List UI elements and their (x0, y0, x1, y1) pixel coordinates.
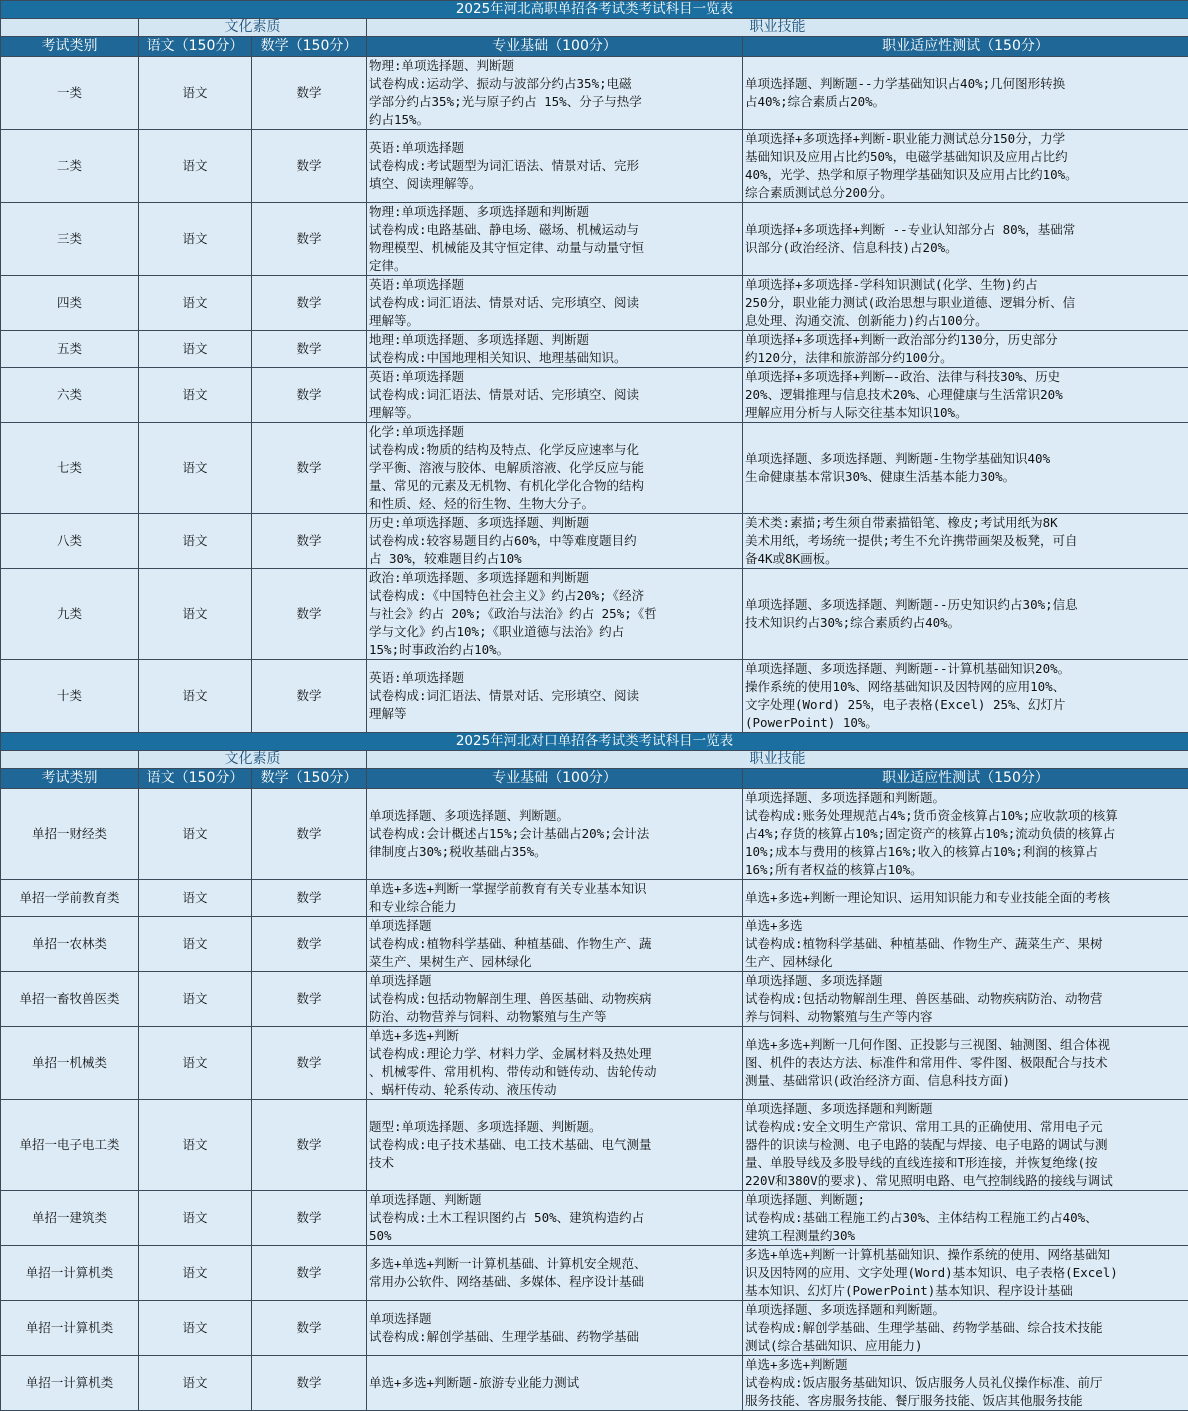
cell-chinese: 语文 (139, 1301, 252, 1356)
table-row (1, 1100, 1188, 1191)
group-header-blank (1, 751, 139, 769)
cell-basic: 单选+多选+判断题-旅游专业能力测试 (367, 1356, 743, 1411)
cell-math: 数学 (252, 368, 367, 423)
column-header-row (1, 37, 1188, 57)
cell-math: 数学 (252, 203, 367, 276)
table-row (1, 1301, 1188, 1356)
cell-aptitude: 单选+多选 试卷构成:植物科学基础、种植基础、作物生产、蔬菜生产、果树 生产、园林绿化 (743, 917, 1188, 972)
cell-math: 数学 (252, 423, 367, 514)
table-row (1, 1246, 1188, 1301)
cell-aptitude: 单项选择+多项选择+判断-职业能力测试总分150分，力学 基础知识及应用占比约50%，电磁学基础知识及应用占比约 40%，光学、热学和原子物理学基础知识及应用占比约10%。 综合素质测试总分200分。 (743, 130, 1188, 203)
cell-aptitude: 单项选择题、多项选择题、判断题-生物学基础知识40% 生命健康基本常识30%、健康生活基本能力30%。 (743, 423, 1188, 514)
cell-aptitude: 单选+多选+判断一理论知识、运用知识能力和专业技能全面的考核 (743, 880, 1188, 917)
table-title-row (1, 733, 1188, 751)
cell-basic: 历史:单项选择题、多项选择题、判断题 试卷构成:较容易题目约占60%，中等难度题目约 占 30%，较难题目约占10% (367, 514, 743, 569)
cell-category: 七类 (1, 423, 139, 514)
cell-math: 数学 (252, 276, 367, 331)
cell-aptitude: 单项选择+多项选择-学科知识测试(化学、生物)约占 250分，职业能力测试(政治思想与职业道德、逻辑分析、信 息处理、沟通交流、创新能力)约占100分。 (743, 276, 1188, 331)
cell-aptitude: 单项选择题、判断题; 试卷构成:基础工程施工约占30%、主体结构工程施工约占40%、 建筑工程测量约30% (743, 1191, 1188, 1246)
cell-category: 六类 (1, 368, 139, 423)
column-header-chinese: 语文（150分） (139, 769, 252, 789)
cell-chinese: 语文 (139, 368, 252, 423)
cell-math: 数学 (252, 880, 367, 917)
column-header-chinese: 语文（150分） (139, 37, 252, 57)
cell-chinese: 语文 (139, 203, 252, 276)
cell-chinese: 语文 (139, 789, 252, 880)
column-header-aptitude: 职业适应性测试（150分） (743, 769, 1188, 789)
cell-category: 单招一计算机类 (1, 1301, 139, 1356)
cell-aptitude: 单项选择题、多项选择题和判断题。 试卷构成:账务处理规范占4%;货币资金核算占10%;应收款项的核算 占4%;存货的核算占10%;固定资产的核算占10%;流动负债的核算占 10%;成本与费用的核算占16%;收入的核算占10%;利润的核算占 16%;所有者权益的核算占10%。 (743, 789, 1188, 880)
cell-math: 数学 (252, 1027, 367, 1100)
cell-aptitude: 单项选择题、多项选择题、判断题--历史知识约占30%;信息 技术知识约占30%;综合素质约占40%。 (743, 569, 1188, 660)
cell-category: 四类 (1, 276, 139, 331)
group-header-skill: 职业技能 (367, 751, 1188, 769)
cell-aptitude: 单项选择+多项选择+判断 --专业认知部分占 80%，基础常 识部分(政治经济、信息科技)占20%。 (743, 203, 1188, 276)
table-body (1, 1, 1188, 1411)
cell-basic: 题型:单项选择题、多项选择题、判断题。 试卷构成:电子技术基础、电工技术基础、电气测量 技术 (367, 1100, 743, 1191)
cell-chinese: 语文 (139, 130, 252, 203)
cell-math: 数学 (252, 1100, 367, 1191)
column-header-basic: 专业基础（100分） (367, 37, 743, 57)
cell-basic: 政治:单项选择题、多项选择题和判断题 试卷构成:《中国特色社会主义》约占20%;《经济 与社会》约占 20%;《政治与法治》约占 25%;《哲 学与文化》约占10%;《职业道德与法治》约占 15%;时事政治约占10%。 (367, 569, 743, 660)
cell-aptitude: 单项选择题、多项选择题和判断题 试卷构成:安全文明生产常识、常用工具的正确使用、常用电子元 器件的识读与检测、电子电路的装配与焊接、电子电路的调试与测 量、单股导线及多股导线的直线连接和T形连接，并恢复绝缘(按 220V和380V的要求)、常见照明电路、电气控制线路的接线与调试 (743, 1100, 1188, 1191)
cell-basic: 单项选择题 试卷构成:包括动物解剖生理、兽医基础、动物疾病 防治、动物营养与饲料、动物繁殖与生产等 (367, 972, 743, 1027)
table-row (1, 423, 1188, 514)
cell-math: 数学 (252, 57, 367, 130)
cell-category: 单招一机械类 (1, 1027, 139, 1100)
cell-basic: 物理:单项选择题、多项选择题和判断题 试卷构成:电路基础、静电场、磁场、机械运动与 物理模型、机械能及其守恒定律、动量与动量守恒 定律。 (367, 203, 743, 276)
table-row (1, 569, 1188, 660)
cell-chinese: 语文 (139, 331, 252, 368)
cell-basic: 单选+多选+判断一掌握学前教育有关专业基本知识 和专业综合能力 (367, 880, 743, 917)
cell-chinese: 语文 (139, 660, 252, 733)
cell-basic: 化学:单项选择题 试卷构成:物质的结构及特点、化学反应速率与化 学平衡、溶液与胶体、电解质溶液、化学反应与能 量、常见的元素及无机物、有机化学化合物的结构 和性质、烃、烃的衍生物、生物大分子。 (367, 423, 743, 514)
cell-chinese: 语文 (139, 1356, 252, 1411)
cell-aptitude: 单项选择+多项选择+判断一政治部分约130分，历史部分 约120分，法律和旅游部分约100分。 (743, 331, 1188, 368)
cell-aptitude: 美术类:素描;考生须自带素描铅笔、橡皮;考试用纸为8K 美术用纸，考场统一提供;考生不允许携带画架及板凳，可自 备4K或8K画板。 (743, 514, 1188, 569)
cell-aptitude: 单项选择题、多项选择题、判断题--计算机基础知识20%。 操作系统的使用10%、网络基础知识及因特网的应用10%、 文字处理(Word) 25%，电子表格(Excel) 25%、幻灯片 (PowerPoint) 10%。 (743, 660, 1188, 733)
column-header-row (1, 769, 1188, 789)
table-title-row (1, 1, 1188, 19)
cell-category: 单招一农林类 (1, 917, 139, 972)
cell-category: 九类 (1, 569, 139, 660)
cell-basic: 单项选择题、判断题 试卷构成:土木工程识图约占 50%、建筑构造约占 50% (367, 1191, 743, 1246)
cell-category: 单招一畜牧兽医类 (1, 972, 139, 1027)
cell-chinese: 语文 (139, 57, 252, 130)
cell-math: 数学 (252, 1356, 367, 1411)
table-row (1, 331, 1188, 368)
cell-math: 数学 (252, 660, 367, 733)
column-header-aptitude: 职业适应性测试（150分） (743, 37, 1188, 57)
cell-category: 单招一计算机类 (1, 1356, 139, 1411)
cell-math: 数学 (252, 331, 367, 368)
cell-basic: 英语:单项选择题 试卷构成:词汇语法、情景对话、完形填空、阅读 理解等。 (367, 368, 743, 423)
cell-category: 五类 (1, 331, 139, 368)
cell-aptitude: 单项选择+多项选择+判断—-政治、法律与科技30%、历史 20%、逻辑推理与信息技术20%、心理健康与生活常识20% 理解应用分析与人际交往基本知识10%。 (743, 368, 1188, 423)
cell-chinese: 语文 (139, 1246, 252, 1301)
cell-aptitude: 单选+多选+判断一几何作图、正投影与三视图、轴测图、组合体视 图、机件的表达方法、标准件和常用件、零件图、极限配合与技术 测量、基础常识(政治经济方面、信息科技方面) (743, 1027, 1188, 1100)
table-row (1, 1191, 1188, 1246)
group-header-blank (1, 19, 139, 37)
table-row (1, 514, 1188, 569)
cell-basic: 物理:单项选择题、判断题 试卷构成:运动学、振动与波部分约占35%;电磁 学部分约占35%;光与原子约占 15%、分子与热学 约占15%。 (367, 57, 743, 130)
table-row (1, 789, 1188, 880)
group-header-culture: 文化素质 (139, 751, 367, 769)
table-row (1, 972, 1188, 1027)
cell-math: 数学 (252, 130, 367, 203)
cell-chinese: 语文 (139, 276, 252, 331)
table-title: 2025年河北高职单招各考试类考试科目一览表 (1, 1, 1188, 19)
table-row (1, 276, 1188, 331)
table-row (1, 880, 1188, 917)
cell-category: 单招一电子电工类 (1, 1100, 139, 1191)
column-header-basic: 专业基础（100分） (367, 769, 743, 789)
cell-math: 数学 (252, 917, 367, 972)
table-row (1, 57, 1188, 130)
cell-chinese: 语文 (139, 1100, 252, 1191)
group-header-skill: 职业技能 (367, 19, 1188, 37)
cell-category: 二类 (1, 130, 139, 203)
cell-basic: 单项选择题 试卷构成:植物科学基础、种植基础、作物生产、蔬 菜生产、果树生产、园林绿化 (367, 917, 743, 972)
cell-chinese: 语文 (139, 1027, 252, 1100)
cell-aptitude: 单选+多选+判断题 试卷构成:饭店服务基础知识、饭店服务人员礼仪操作标准、前厅 服务技能、客房服务技能、餐厅服务技能、饭店其他服务技能 (743, 1356, 1188, 1411)
cell-basic: 单项选择题、多项选择题、判断题。 试卷构成:会计概述占15%;会计基础占20%;会计法 律制度占30%;税收基础占35%。 (367, 789, 743, 880)
cell-math: 数学 (252, 789, 367, 880)
cell-aptitude: 多选+单选+判断一计算机基础知识、操作系统的使用、网络基础知 识及因特网的应用、文字处理(Word)基本知识、电子表格(Excel) 基本知识、幻灯片(PowerPoint)基本知识、程序设计基础 (743, 1246, 1188, 1301)
cell-chinese: 语文 (139, 917, 252, 972)
cell-math: 数学 (252, 1301, 367, 1356)
cell-basic: 英语:单项选择题 试卷构成:词汇语法、情景对话、完形填空、阅读 理解等。 (367, 276, 743, 331)
table-row (1, 917, 1188, 972)
table-row (1, 130, 1188, 203)
cell-aptitude: 单项选择题、多项选择题和判断题。 试卷构成:解创学基础、生理学基础、药物学基础、综合技术技能 测试(综合基础知识、应用能力) (743, 1301, 1188, 1356)
cell-basic: 单选+多选+判断 试卷构成:理论力学、材料力学、金属材料及热处理 、机械零件、常用机构、带传动和链传动、齿轮传动 、蜗杆传动、轮系传动、液压传动 (367, 1027, 743, 1100)
table-row (1, 203, 1188, 276)
cell-basic: 单项选择题 试卷构成:解创学基础、生理学基础、药物学基础 (367, 1301, 743, 1356)
column-header-category: 考试类别 (1, 769, 139, 789)
cell-category: 单招一财经类 (1, 789, 139, 880)
table-row (1, 1356, 1188, 1411)
cell-math: 数学 (252, 1191, 367, 1246)
cell-category: 八类 (1, 514, 139, 569)
cell-math: 数学 (252, 1246, 367, 1301)
cell-category: 三类 (1, 203, 139, 276)
cell-basic: 英语:单项选择题 试卷构成:考试题型为词汇语法、情景对话、完形 填空、阅读理解等。 (367, 130, 743, 203)
cell-math: 数学 (252, 569, 367, 660)
table-row (1, 368, 1188, 423)
group-header-row (1, 751, 1188, 769)
cell-aptitude: 单项选择题、多项选择题 试卷构成:包括动物解剖生理、兽医基础、动物疾病防治、动物营 养与饲料、动物繁殖与生产等内容 (743, 972, 1188, 1027)
column-header-math: 数学（150分） (252, 769, 367, 789)
cell-math: 数学 (252, 972, 367, 1027)
cell-category: 一类 (1, 57, 139, 130)
cell-category: 单招一学前教育类 (1, 880, 139, 917)
cell-chinese: 语文 (139, 972, 252, 1027)
cell-basic: 多选+单选+判断一计算机基础、计算机安全规范、 常用办公软件、网络基础、多媒体、程序设计基础 (367, 1246, 743, 1301)
group-header-row (1, 19, 1188, 37)
cell-chinese: 语文 (139, 1191, 252, 1246)
column-header-category: 考试类别 (1, 37, 139, 57)
table-row (1, 1027, 1188, 1100)
group-header-culture: 文化素质 (139, 19, 367, 37)
cell-chinese: 语文 (139, 423, 252, 514)
cell-aptitude: 单项选择题、判断题--力学基础知识占40%;几何图形转换 占40%;综合素质占20%。 (743, 57, 1188, 130)
table-row (1, 660, 1188, 733)
column-header-math: 数学（150分） (252, 37, 367, 57)
cell-basic: 英语:单项选择题 试卷构成:词汇语法、情景对话、完形填空、阅读 理解等 (367, 660, 743, 733)
cell-chinese: 语文 (139, 880, 252, 917)
cell-basic: 地理:单项选择题、多项选择题、判断题 试卷构成:中国地理相关知识、地理基础知识。 (367, 331, 743, 368)
cell-chinese: 语文 (139, 569, 252, 660)
cell-category: 单招一计算机类 (1, 1246, 139, 1301)
cell-math: 数学 (252, 514, 367, 569)
cell-chinese: 语文 (139, 514, 252, 569)
cell-category: 单招一建筑类 (1, 1191, 139, 1246)
cell-category: 十类 (1, 660, 139, 733)
table-title: 2025年河北对口单招各考试类考试科目一览表 (1, 733, 1188, 751)
